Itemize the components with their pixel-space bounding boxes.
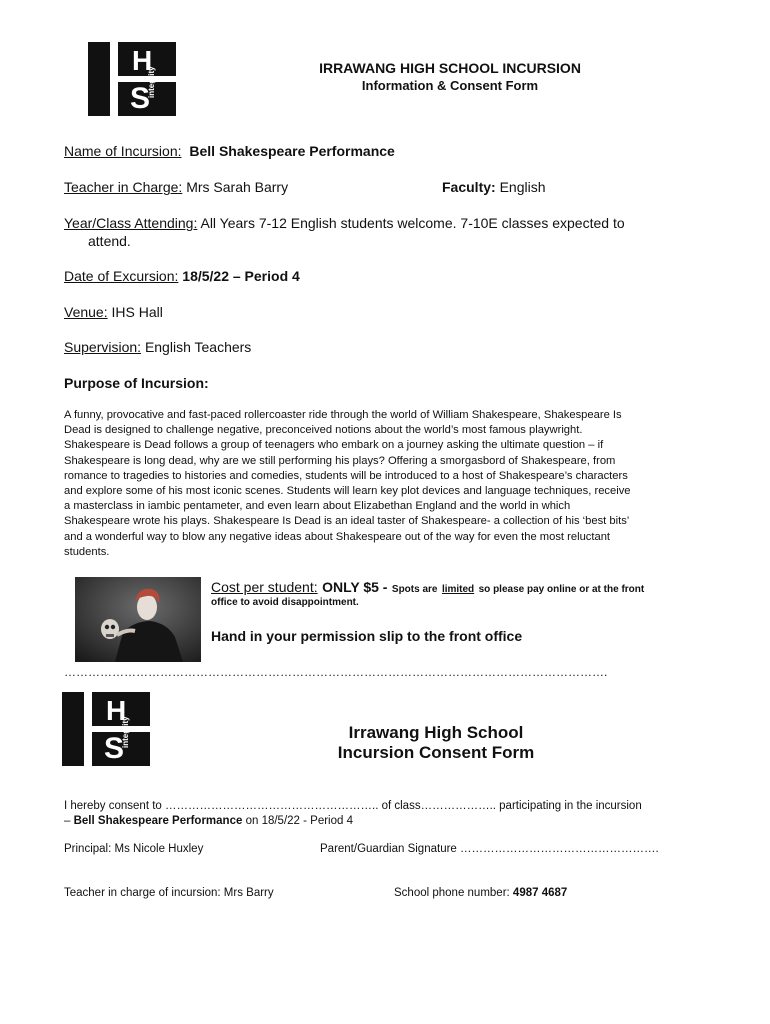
consent-statement-cont: – Bell Shakespeare Performance on 18/5/22 - Period 4 [64,815,353,827]
page-subtitle: Information & Consent Form [361,78,539,93]
purpose-line: Shakespeare wrote his plays. Shakespeare Is Dead is an ideal taster of Shakespeare- a collection of his ‘best bits’ [64,515,630,528]
purpose-line: Shakespeare is long dead, why are we still performing his plays? Offering a smorgasbord of Shakespeare, from [64,454,616,467]
logo-tagline: integrity [147,66,156,98]
consent-subtitle: Incursion Consent Form [337,743,535,762]
school-logo-bottom [62,692,150,766]
school-phone: School phone number: 4987 4687 [394,887,568,899]
year-class-attending: Year/Class Attending: All Years 7-12 English students welcome. 7-10E classes expected to [64,215,625,231]
faculty: Faculty: English [442,179,546,195]
purpose-line: a masterclass in iambic pentameter, and even learn about Elizabethan England and the world in which [64,500,571,513]
consent-statement: I hereby consent to ……………………………………………….. of class……………….. participating in the incursion [64,800,642,812]
purpose-line: Shakespeare is Dead follows a group of teenagers who embark on a journey asking the ultimate question – if [64,439,604,452]
logo-letter-s: S [130,82,151,115]
principal: Principal: Ms Nicole Huxley [64,843,204,855]
name-of-incursion: Name of Incursion: Bell Shakespeare Performance [64,143,395,159]
teacher-in-charge-consent: Teacher in charge of incursion: Mrs Barry [64,887,274,899]
logo-letter-h: H [106,695,127,726]
purpose-line: students. [64,545,110,558]
page-title: IRRAWANG HIGH SCHOOL INCURSION [319,60,581,76]
date-of-excursion: Date of Excursion: 18/5/22 – Period 4 [64,268,300,284]
logo-tagline: integrity [121,716,130,748]
logo-letter-h: H [132,45,153,76]
purpose-heading: Purpose of Incursion: [64,375,209,391]
hand-in-notice: Hand in your permission slip to the front office [211,628,523,644]
purpose-text [64,408,716,560]
consent-title: Irrawang High School [348,723,524,742]
teacher-in-charge: Teacher in Charge: Mrs Sarah Barry [64,179,289,195]
parent-signature: Parent/Guardian Signature ……………………………………………. [320,843,659,855]
purpose-line: romance to tragedies to histories and comedies, students will be introduced to a host of Shakespeare’s characters [64,469,628,482]
school-logo [88,42,176,116]
purpose-line: Dead is designed to challenge negative, preconceived notions about the world’s most famous playwright. [64,424,583,437]
year-class-attending-cont: attend. [88,233,131,249]
cut-line-divider: ………………………………………………………………………………………………………………………. [64,665,608,679]
purpose-line: A funny, provocative and fast-paced rollercoaster ride through the world of William Shakespeare, Shakespeare Is [64,409,622,421]
logo-letter-s: S [104,732,125,765]
purpose-line: and explore some of his most iconic scenes. Students will learn key plot devices and language techniques, receive [64,485,631,498]
performance-photo [75,577,201,662]
purpose-line: and a wonderful way to blow any negative ideas about Shakespeare out of the way for even the most reluctant [64,530,611,543]
cost-per-student: Cost per student: ONLY $5 - Spots are limited so please pay online or at the front [211,579,645,595]
cost-note-line2: office to avoid disappointment. [211,597,359,608]
supervision: Supervision: English Teachers [64,339,252,355]
venue: Venue: IHS Hall [64,304,163,320]
